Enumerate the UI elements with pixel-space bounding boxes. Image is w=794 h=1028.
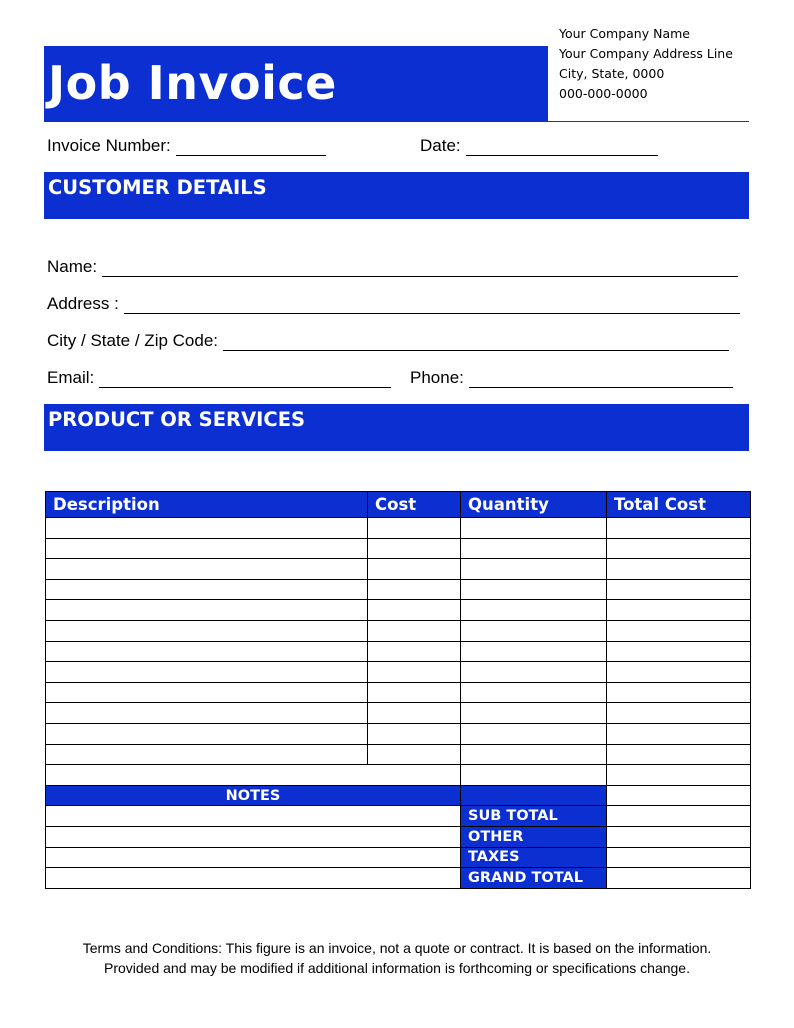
taxes-row bbox=[46, 847, 751, 868]
company-divider bbox=[548, 121, 749, 122]
table-cell[interactable] bbox=[46, 744, 368, 765]
table-cell[interactable] bbox=[607, 620, 751, 641]
table-cell[interactable] bbox=[461, 579, 607, 600]
table-cell[interactable] bbox=[46, 579, 368, 600]
table-cell[interactable] bbox=[461, 538, 607, 559]
address-field[interactable] bbox=[124, 297, 740, 314]
terms-and-conditions bbox=[40, 938, 754, 978]
customer-details-title: CUSTOMER DETAILS bbox=[48, 176, 267, 199]
date-field[interactable] bbox=[466, 139, 658, 156]
table-cell[interactable] bbox=[607, 785, 751, 806]
email-field[interactable] bbox=[99, 371, 391, 388]
table-cell[interactable] bbox=[607, 765, 751, 786]
taxes-value[interactable] bbox=[607, 847, 751, 868]
name-label: Name: bbox=[47, 257, 98, 276]
notes-line[interactable] bbox=[46, 826, 461, 847]
customer-details-header bbox=[44, 172, 749, 219]
table-row bbox=[46, 518, 751, 539]
phone-label: Phone: bbox=[410, 368, 464, 387]
sub-total-value[interactable] bbox=[607, 806, 751, 827]
notes-line[interactable] bbox=[46, 868, 461, 889]
column-quantity: Quantity bbox=[461, 492, 607, 518]
table-cell[interactable] bbox=[46, 518, 368, 539]
phone-field[interactable] bbox=[469, 371, 733, 388]
invoice-number-label: Invoice Number: bbox=[47, 136, 171, 155]
table-cell[interactable] bbox=[607, 682, 751, 703]
city-state-zip-field[interactable] bbox=[223, 334, 729, 351]
table-cell[interactable] bbox=[461, 662, 607, 683]
notes-line[interactable] bbox=[46, 847, 461, 868]
table-cell[interactable] bbox=[368, 559, 461, 580]
column-total-cost: Total Cost bbox=[607, 492, 751, 518]
table-cell[interactable] bbox=[46, 703, 368, 724]
spacer-row bbox=[46, 765, 751, 786]
table-cell[interactable] bbox=[461, 682, 607, 703]
table-row bbox=[46, 620, 751, 641]
invoice-number-row bbox=[47, 136, 326, 156]
table-cell[interactable] bbox=[461, 620, 607, 641]
company-phone: 000-000-0000 bbox=[559, 86, 648, 101]
notes-header-row bbox=[46, 785, 751, 806]
table-cell[interactable] bbox=[607, 579, 751, 600]
table-cell[interactable] bbox=[46, 662, 368, 683]
grand-total-value[interactable] bbox=[607, 868, 751, 889]
table-cell[interactable] bbox=[368, 662, 461, 683]
sub-total-row bbox=[46, 806, 751, 827]
table-cell[interactable] bbox=[461, 744, 607, 765]
notes-line[interactable] bbox=[46, 806, 461, 827]
table-cell[interactable] bbox=[46, 600, 368, 621]
company-name: Your Company Name bbox=[559, 26, 690, 41]
table-cell[interactable] bbox=[461, 765, 607, 786]
table-cell[interactable] bbox=[607, 703, 751, 724]
table-cell[interactable] bbox=[607, 641, 751, 662]
terms-line-1: Terms and Conditions: This figure is an invoice, not a quote or contract. It is based on the information. bbox=[82, 940, 712, 956]
table-cell[interactable] bbox=[607, 600, 751, 621]
notes-header: NOTES bbox=[46, 785, 461, 806]
table-cell[interactable] bbox=[368, 744, 461, 765]
invoice-title: Job Invoice bbox=[48, 56, 337, 110]
table-row bbox=[46, 682, 751, 703]
invoice-number-field[interactable] bbox=[176, 139, 326, 156]
table-cell[interactable] bbox=[368, 723, 461, 744]
table-row bbox=[46, 703, 751, 724]
table-row bbox=[46, 662, 751, 683]
other-label: OTHER bbox=[461, 826, 607, 847]
email-label: Email: bbox=[47, 368, 95, 387]
table-cell[interactable] bbox=[46, 538, 368, 559]
table-cell[interactable] bbox=[607, 723, 751, 744]
table-cell[interactable] bbox=[368, 518, 461, 539]
table-cell[interactable] bbox=[607, 518, 751, 539]
date-row bbox=[420, 136, 658, 156]
terms-line-2: Provided and may be modified if additional information is forthcoming or specifications change. bbox=[104, 960, 690, 976]
table-cell[interactable] bbox=[461, 600, 607, 621]
column-cost: Cost bbox=[368, 492, 461, 518]
products-header bbox=[44, 404, 749, 451]
table-cell[interactable] bbox=[46, 723, 368, 744]
other-row bbox=[46, 826, 751, 847]
table-cell[interactable] bbox=[368, 620, 461, 641]
table-cell[interactable] bbox=[607, 559, 751, 580]
table-cell[interactable] bbox=[368, 579, 461, 600]
table-cell[interactable] bbox=[46, 559, 368, 580]
company-address: Your Company Address Line bbox=[559, 46, 733, 61]
table-cell[interactable] bbox=[607, 662, 751, 683]
table-cell[interactable] bbox=[46, 765, 461, 786]
notes-blank-blue bbox=[461, 785, 607, 806]
address-row bbox=[47, 294, 740, 314]
table-row bbox=[46, 579, 751, 600]
table-cell[interactable] bbox=[368, 682, 461, 703]
table-row bbox=[46, 744, 751, 765]
table-cell[interactable] bbox=[368, 600, 461, 621]
table-row bbox=[46, 600, 751, 621]
products-title: PRODUCT OR SERVICES bbox=[48, 408, 306, 431]
table-cell[interactable] bbox=[607, 744, 751, 765]
table-cell[interactable] bbox=[46, 620, 368, 641]
table-cell[interactable] bbox=[461, 723, 607, 744]
column-description: Description bbox=[46, 492, 368, 518]
table-cell[interactable] bbox=[368, 641, 461, 662]
name-field[interactable] bbox=[102, 260, 738, 277]
address-label: Address : bbox=[47, 294, 119, 313]
table-cell[interactable] bbox=[46, 682, 368, 703]
city-state-zip-label: City / State / Zip Code: bbox=[47, 331, 219, 350]
table-row bbox=[46, 538, 751, 559]
table-row bbox=[46, 723, 751, 744]
name-row bbox=[47, 257, 738, 277]
city-state-zip-row bbox=[47, 331, 729, 351]
table-row bbox=[46, 559, 751, 580]
phone-row bbox=[410, 368, 733, 388]
date-label: Date: bbox=[420, 136, 461, 155]
email-row bbox=[47, 368, 391, 388]
grand-total-label: GRAND TOTAL bbox=[461, 868, 607, 889]
other-value[interactable] bbox=[607, 826, 751, 847]
table-row bbox=[46, 641, 751, 662]
table-cell[interactable] bbox=[368, 703, 461, 724]
table-cell[interactable] bbox=[607, 538, 751, 559]
table-cell[interactable] bbox=[368, 538, 461, 559]
table-header-row bbox=[46, 492, 751, 518]
table-cell[interactable] bbox=[461, 641, 607, 662]
items-table bbox=[45, 491, 751, 889]
company-city: City, State, 0000 bbox=[559, 66, 665, 81]
table-cell[interactable] bbox=[461, 518, 607, 539]
table-cell[interactable] bbox=[461, 559, 607, 580]
sub-total-label: SUB TOTAL bbox=[461, 806, 607, 827]
table-cell[interactable] bbox=[461, 703, 607, 724]
table-cell[interactable] bbox=[46, 641, 368, 662]
taxes-label: TAXES bbox=[461, 847, 607, 868]
grand-total-row bbox=[46, 868, 751, 889]
